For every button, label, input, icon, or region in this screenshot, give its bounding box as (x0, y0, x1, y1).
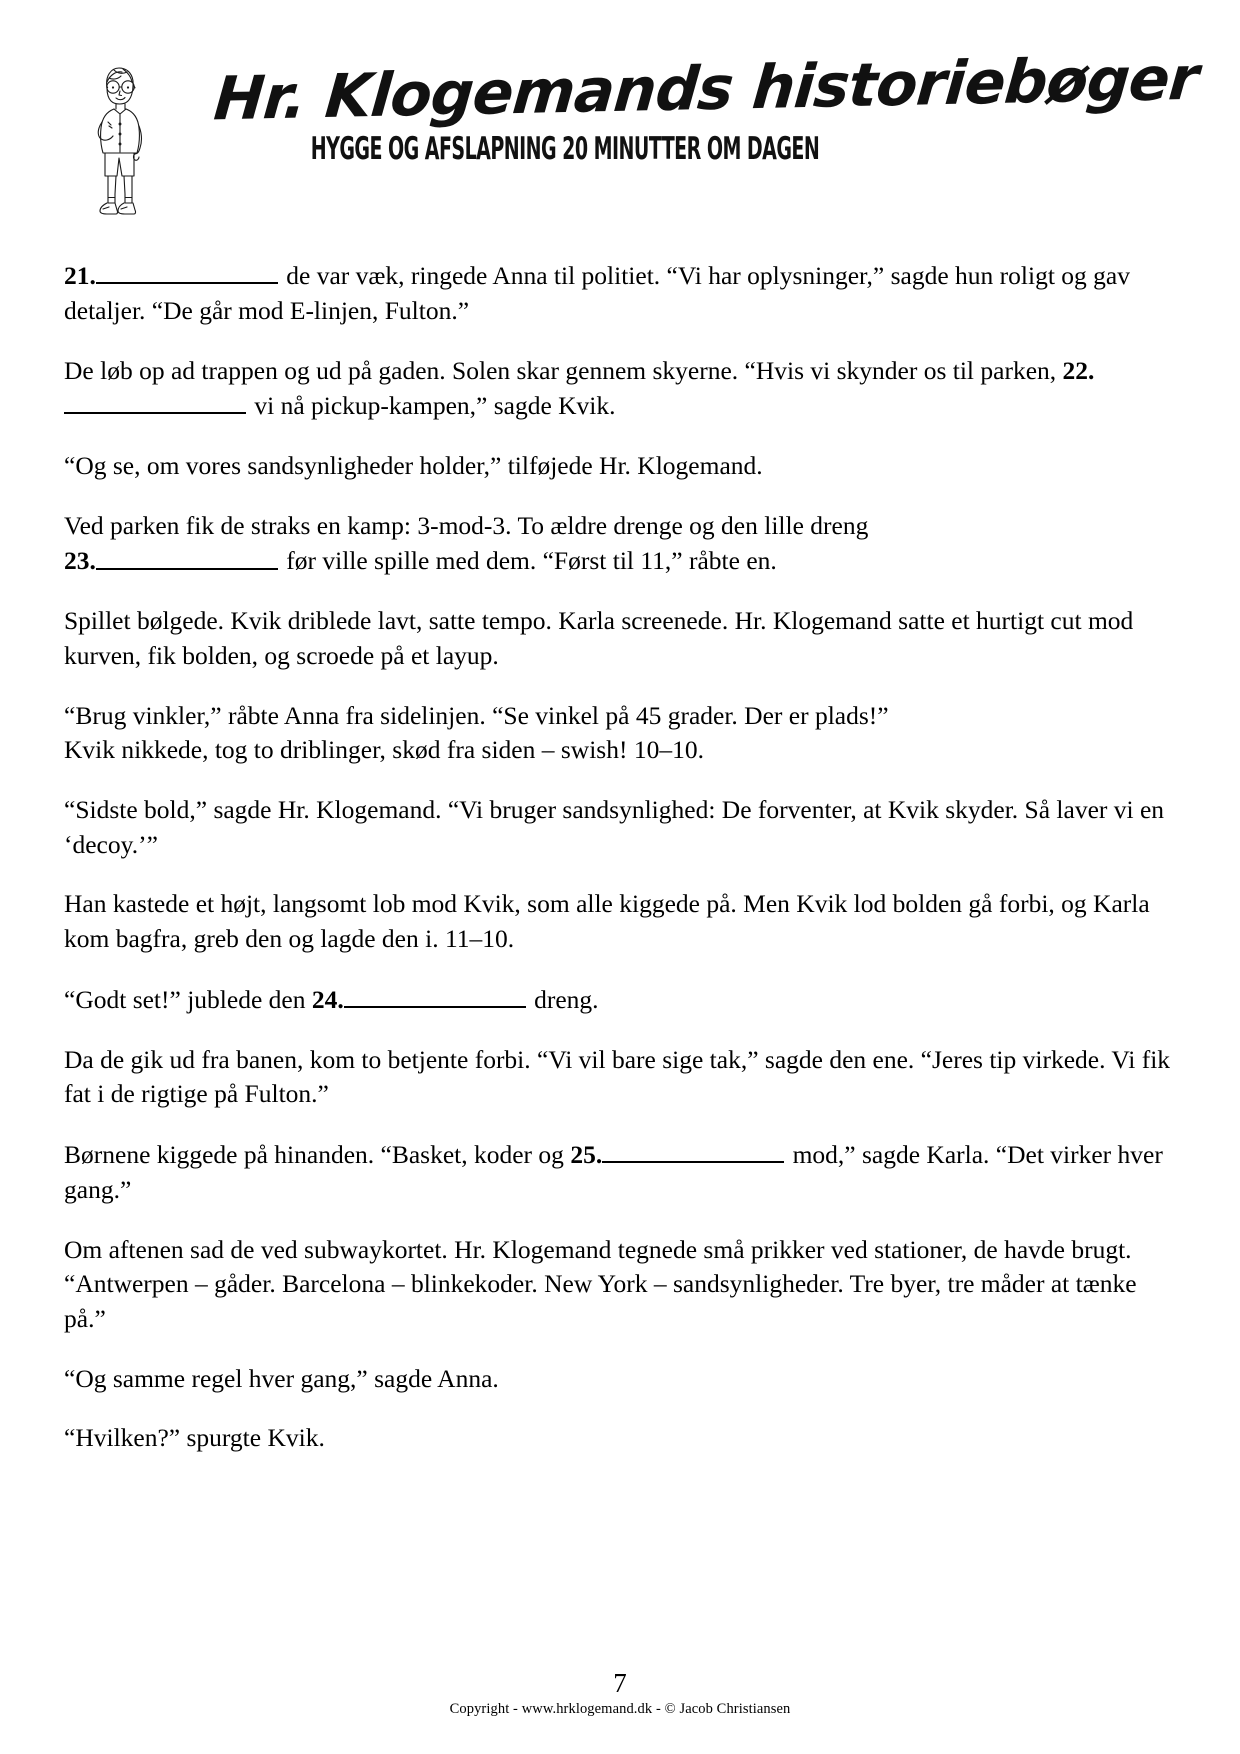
para-23 (64, 509, 1176, 580)
page-title: Hr. Klogemands historiebøger (211, 43, 1201, 135)
para-sidste-bold (64, 793, 1176, 862)
page-header (0, 0, 1240, 230)
story-text: “Sidste bold,” sagde Hr. Klogemand. “Vi bruger sandsynlighed: De forventer, at Kvik skyder. Så laver vi en ‘decoy.’” (64, 795, 1165, 859)
answer-blank[interactable] (96, 543, 278, 569)
para-han-kastede (64, 887, 1176, 956)
answer-blank[interactable] (96, 258, 278, 284)
para-25 (64, 1137, 1176, 1208)
story-text: dreng. (527, 984, 599, 1014)
story-text: før ville spille med dem. “Først til 11,” råbte en. (279, 546, 777, 576)
para-21 (64, 258, 1176, 329)
story-text: Han kastede et højt, langsomt lob mod Kvik, som alle kiggede på. Men Kvik lod bolden gå forbi, og Karla kom bagfra, greb den og lagde den i. 11–10. (64, 889, 1150, 954)
story-text: vi nå pickup-kampen,” sagde Kvik. (248, 391, 616, 421)
question-number: 21. (64, 261, 96, 291)
story-text: “Godt set!” jublede den (64, 984, 312, 1014)
para-hvilken (64, 1421, 1176, 1456)
question-number: 24. (311, 984, 344, 1014)
story-text: Ved parken fik de straks en kamp: 3-mod-3. To ældre drenge og den lille dreng (64, 510, 869, 540)
story-text: Børnene kiggede på hinanden. “Basket, koder og (64, 1140, 571, 1170)
story-text: mod,” sagde Karla. “Det virker hver gang.” (64, 1140, 1163, 1204)
boy-with-glasses-illustration (78, 58, 160, 218)
story-text: “Brug vinkler,” råbte Anna fra sidelinjen. “Se vinkel på 45 grader. Der er plads!” (64, 700, 889, 730)
story-text: “Hvilken?” spurgte Kvik. (64, 1423, 325, 1453)
para-24 (64, 982, 1176, 1018)
page-subtitle: HYGGE OG AFSLAPNING 20 MINUTTER OM DAGEN (310, 132, 820, 168)
story-text: Om aftenen sad de ved subwaykortet. Hr. Klogemand tegnede små prikker ved stationer, de havde brugt. “Antwerpen – gåder. Barcelona – blinkekoder. New York – sandsynligheder. Tre byer, tre måder at tænke på.” (64, 1234, 1137, 1333)
story-text: Kvik nikkede, tog to driblinger, skød fra siden – swish! 10–10. (64, 735, 704, 765)
story-text: de var væk, ringede Anna til politiet. “Vi har oplysninger,” sagde hun roligt og gav detaljer. “De går mod E-linjen, Fulton.” (64, 261, 1130, 325)
copyright-notice: Copyright - www.hrklogemand.dk - © Jacob Christiansen (449, 1701, 791, 1717)
question-number: 22. (1062, 355, 1095, 385)
story-text: Da de gik ud fra banen, kom to betjente forbi. “Vi vil bare sige tak,” sagde den ene. “Jeres tip virkede. Vi fik fat i de rigtige på Fulton.” (64, 1044, 1171, 1109)
page-footer (0, 1669, 1240, 1718)
question-number: 23. (64, 546, 96, 576)
para-brug-vinkler (64, 699, 1176, 768)
para-samme-regel (64, 1362, 1176, 1397)
answer-blank[interactable] (344, 982, 526, 1008)
question-number: 25. (570, 1140, 603, 1170)
story-text: “Og se, om vores sandsynligheder holder,” tilføjede Hr. Klogemand. (64, 451, 763, 481)
para-spillet (64, 604, 1176, 673)
para-og-se (64, 449, 1176, 484)
answer-blank[interactable] (64, 388, 246, 414)
story-text: “Og samme regel hver gang,” sagde Anna. (64, 1363, 499, 1393)
story-text: Spillet bølgede. Kvik driblede lavt, satte tempo. Karla screenede. Hr. Klogemand satte et hurtigt cut mod kurven, fik bolden, og scroede på et layup. (64, 606, 1134, 671)
para-om-aftenen (64, 1233, 1176, 1337)
page-number: 7 (613, 1668, 627, 1699)
para-betjente (64, 1043, 1176, 1112)
story-text: De løb op ad trappen og ud på gaden. Solen skar gennem skyerne. “Hvis vi skynder os til parken, (64, 355, 1063, 385)
brand-title-block (211, 43, 1201, 168)
story-body (64, 258, 1176, 1456)
answer-blank[interactable] (602, 1137, 784, 1163)
para-22 (64, 354, 1176, 425)
